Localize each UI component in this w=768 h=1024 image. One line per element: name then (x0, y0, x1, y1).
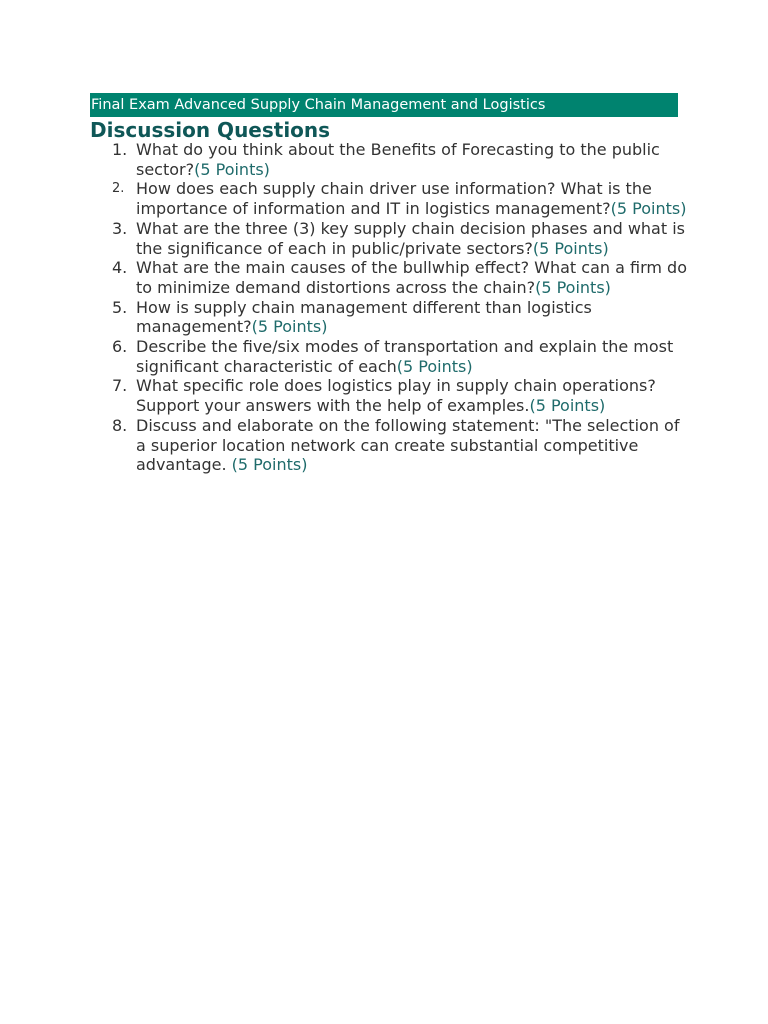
question-item-8 (90, 416, 690, 475)
question-text: How does each supply chain driver use information? What is the importance of information and IT in logistics management? (136, 179, 652, 219)
question-number: 4. (112, 258, 128, 278)
question-text: Discuss and elaborate on the following statement: "The selection of a superior location network can create substantial competitive advantage. (136, 415, 680, 475)
question-item-5 (90, 298, 690, 337)
question-text: What are the main causes of the bullwhip effect? What can a firm do to minimize demand distortions across the chain? (136, 258, 687, 297)
question-text: What are the three (3) key supply chain decision phases and what is the significance of each in public/private sectors? (136, 218, 685, 258)
question-points: (5 Points) (610, 199, 687, 219)
question-points: (5 Points) (251, 317, 328, 337)
question-text: What do you think about the Benefits of Forecasting to the public sector? (136, 140, 660, 179)
question-text: How is supply chain management different than logistics management? (136, 297, 592, 337)
question-points: (5 Points) (396, 356, 473, 376)
question-number: 7. (112, 376, 128, 396)
question-points: (5 Points) (231, 455, 308, 475)
question-points: (5 Points) (532, 238, 609, 258)
question-points: (5 Points) (535, 277, 611, 297)
question-text: Describe the five/six modes of transportation and explain the most significant characteristic of each (136, 337, 674, 376)
question-text: What specific role does logistics play in supply chain operations? Support your answers with the help of examples. (136, 376, 656, 416)
question-item-2 (90, 179, 690, 218)
question-number: 8. (112, 415, 128, 435)
question-item-3 (90, 219, 690, 258)
exam-title-banner: Final Exam Advanced Supply Chain Management and Logistics (90, 93, 678, 117)
question-list (90, 140, 690, 475)
question-number: 1. (112, 140, 128, 159)
question-points: (5 Points) (529, 396, 606, 416)
section-heading: Discussion Questions (90, 118, 331, 142)
question-number: 2. (112, 181, 125, 197)
question-item-7 (90, 376, 690, 415)
question-item-6 (90, 337, 690, 376)
question-item-1 (90, 140, 690, 179)
question-item-4 (90, 258, 690, 297)
question-number: 3. (112, 218, 128, 238)
question-number: 5. (112, 297, 128, 317)
question-number: 6. (112, 337, 128, 357)
question-points: (5 Points) (194, 159, 270, 179)
